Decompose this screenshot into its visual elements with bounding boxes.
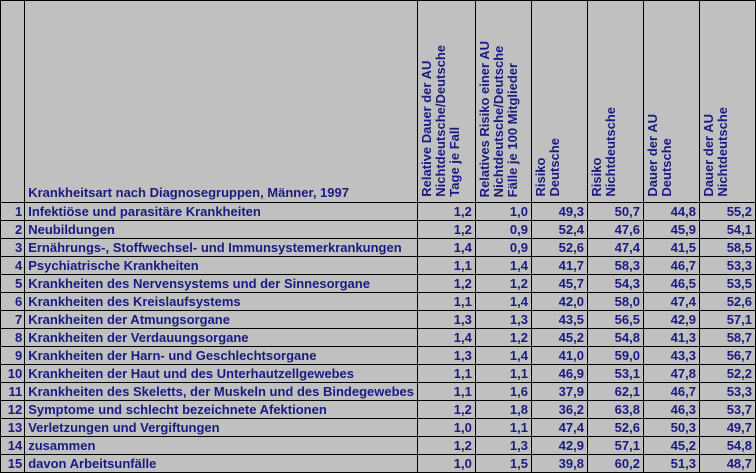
value-cell[interactable]: 56,5 [587,311,643,329]
value-cell[interactable]: 54,1 [699,221,755,239]
value-cell[interactable]: 55,2 [699,203,755,221]
value-cell[interactable]: 1,1 [417,383,475,401]
value-cell[interactable]: 52,4 [531,221,587,239]
row-number[interactable]: 7 [1,311,25,329]
value-cell[interactable]: 58,5 [699,239,755,257]
row-number[interactable]: 6 [1,293,25,311]
header-risiko-nichtdeutsche[interactable] [587,1,643,203]
value-cell[interactable]: 54,3 [587,275,643,293]
header-text: Dauer der AU Deutsche [644,114,674,197]
value-cell[interactable]: 53,1 [587,365,643,383]
value-cell[interactable]: 47,4 [531,419,587,437]
value-cell[interactable]: 54,8 [587,329,643,347]
value-cell[interactable]: 39,8 [531,455,587,473]
value-cell[interactable]: 41,5 [643,239,699,257]
value-cell[interactable]: 45,2 [531,329,587,347]
value-cell[interactable]: 63,8 [587,401,643,419]
value-cell[interactable]: 48,7 [699,455,755,473]
row-number[interactable]: 10 [1,365,25,383]
value-cell[interactable]: 45,9 [643,221,699,239]
value-cell[interactable]: 42,9 [531,437,587,455]
table-title[interactable]: Krankheitsart nach Diagnosegruppen, Männer, 1997 [25,1,418,203]
value-cell[interactable]: 57,1 [587,437,643,455]
value-cell[interactable]: 1,2 [417,203,475,221]
value-cell[interactable]: 1,3 [475,437,531,455]
row-number[interactable]: 1 [1,203,25,221]
value-cell[interactable]: 1,2 [475,275,531,293]
value-cell[interactable]: 46,5 [643,275,699,293]
value-cell[interactable]: 37,9 [531,383,587,401]
header-text: Relative Dauer der AU Nichtdeutsche/Deutsche Tage je Fall [418,45,462,197]
value-cell[interactable]: 1,1 [417,257,475,275]
value-cell[interactable]: 1,1 [417,365,475,383]
header-text: Dauer der AU Nichtdeutsche [700,107,730,197]
value-cell[interactable]: 1,3 [475,311,531,329]
value-cell[interactable]: 53,5 [699,275,755,293]
value-cell[interactable]: 56,7 [699,347,755,365]
value-cell[interactable]: 41,0 [531,347,587,365]
row-number[interactable]: 8 [1,329,25,347]
value-cell[interactable]: 1,1 [475,419,531,437]
table-row [1,437,756,455]
diagnosis-label[interactable]: Krankheiten der Haut und des Unterhautzellgewebes [25,365,418,383]
value-cell[interactable]: 50,3 [643,419,699,437]
value-cell[interactable]: 49,3 [531,203,587,221]
header-text: Relatives Risiko einer AU Nichtdeutsche/Deutsche Fälle je 100 Mitglieder [476,40,520,197]
diagnosis-label[interactable]: Krankheiten der Harn- und Geschlechtsorgane [25,347,418,365]
value-cell[interactable]: 52,2 [699,365,755,383]
value-cell[interactable]: 0,9 [475,239,531,257]
value-cell[interactable]: 46,7 [643,257,699,275]
value-cell[interactable]: 1,4 [475,257,531,275]
table-row [1,203,756,221]
value-cell[interactable]: 46,3 [643,401,699,419]
row-number[interactable]: 9 [1,347,25,365]
value-cell[interactable]: 45,7 [531,275,587,293]
value-cell[interactable]: 1,0 [475,203,531,221]
diagnosis-label[interactable]: Krankheiten des Skeletts, der Muskeln und des Bindegewebes [25,383,418,401]
diagnosis-label[interactable]: Ernährungs-, Stoffwechsel- und Immunsystemerkrankungen [25,239,418,257]
value-cell[interactable]: 42,0 [531,293,587,311]
table-row [1,329,756,347]
value-cell[interactable]: 1,2 [417,275,475,293]
value-cell[interactable]: 36,2 [531,401,587,419]
table-row [1,311,756,329]
row-number[interactable]: 12 [1,401,25,419]
value-cell[interactable]: 44,8 [643,203,699,221]
table-row [1,257,756,275]
table-row [1,221,756,239]
value-cell[interactable]: 1,3 [417,311,475,329]
table-row [1,401,756,419]
value-cell[interactable]: 47,6 [587,221,643,239]
value-cell[interactable]: 0,9 [475,221,531,239]
value-cell[interactable]: 1,4 [417,329,475,347]
table-row [1,419,756,437]
value-cell[interactable]: 53,3 [699,383,755,401]
diagnosis-label[interactable]: Krankheiten der Atmungsorgane [25,311,418,329]
value-cell[interactable]: 41,3 [643,329,699,347]
value-cell[interactable]: 52,6 [531,239,587,257]
value-cell[interactable]: 42,9 [643,311,699,329]
value-cell[interactable]: 47,8 [643,365,699,383]
table-row [1,239,756,257]
diagnosis-label[interactable]: Psychiatrische Krankheiten [25,257,418,275]
value-cell[interactable]: 41,7 [531,257,587,275]
value-cell[interactable]: 1,2 [417,401,475,419]
diagnosis-label[interactable]: Neubildungen [25,221,418,239]
value-cell[interactable]: 1,4 [475,293,531,311]
row-number[interactable]: 11 [1,383,25,401]
table-row [1,455,756,473]
header-dauer-nichtdeutsche[interactable] [699,1,755,203]
value-cell[interactable]: 46,7 [643,383,699,401]
header-dauer-deutsche[interactable] [643,1,699,203]
value-cell[interactable]: 45,2 [643,437,699,455]
table-row [1,347,756,365]
value-cell[interactable]: 1,2 [475,329,531,347]
table-row [1,293,756,311]
value-cell[interactable]: 60,2 [587,455,643,473]
value-cell[interactable]: 1,3 [417,347,475,365]
row-number[interactable]: 15 [1,455,25,473]
value-cell[interactable]: 1,4 [417,239,475,257]
value-cell[interactable]: 1,0 [417,419,475,437]
value-cell[interactable]: 52,6 [587,419,643,437]
diagnosis-label[interactable]: Verletzungen und Vergiftungen [25,419,418,437]
value-cell[interactable]: 1,0 [417,455,475,473]
header-rel-risiko[interactable] [475,1,531,203]
value-cell[interactable]: 1,6 [475,383,531,401]
row-number[interactable]: 3 [1,239,25,257]
value-cell[interactable]: 43,5 [531,311,587,329]
diagnosis-label[interactable]: Krankheiten der Verdauungsorgane [25,329,418,347]
value-cell[interactable]: 57,1 [699,311,755,329]
value-cell[interactable]: 1,4 [475,347,531,365]
row-number[interactable]: 14 [1,437,25,455]
value-cell[interactable]: 52,6 [699,293,755,311]
value-cell[interactable]: 51,3 [643,455,699,473]
table-row [1,365,756,383]
value-cell[interactable]: 58,0 [587,293,643,311]
value-cell[interactable]: 47,4 [643,293,699,311]
row-number[interactable]: 5 [1,275,25,293]
diagnosis-label[interactable]: Symptome und schlecht bezeichnete Afektionen [25,401,418,419]
value-cell[interactable]: 1,5 [475,455,531,473]
diagnosis-label[interactable]: Krankheiten des Nervensystems und der Sinnesorgane [25,275,418,293]
value-cell[interactable]: 1,2 [417,437,475,455]
diagnosis-label[interactable]: davon Arbeitsunfälle [25,455,418,473]
value-cell[interactable]: 43,3 [643,347,699,365]
value-cell[interactable]: 1,1 [417,293,475,311]
value-cell[interactable]: 49,7 [699,419,755,437]
value-cell[interactable]: 47,4 [587,239,643,257]
diagnosis-label[interactable]: zusammen [25,437,418,455]
value-cell[interactable]: 53,3 [699,257,755,275]
value-cell[interactable]: 62,1 [587,383,643,401]
row-number[interactable]: 2 [1,221,25,239]
header-row [1,1,756,203]
table-row [1,275,756,293]
value-cell[interactable]: 1,8 [475,401,531,419]
row-number[interactable]: 13 [1,419,25,437]
table-row [1,383,756,401]
value-cell[interactable]: 1,1 [475,365,531,383]
header-text: Risiko Nichtdeutsche [588,107,618,197]
value-cell[interactable]: 58,7 [699,329,755,347]
value-cell[interactable]: 54,8 [699,437,755,455]
value-cell[interactable]: 50,7 [587,203,643,221]
value-cell[interactable]: 58,3 [587,257,643,275]
corner-cell[interactable] [1,1,25,203]
header-rel-dauer[interactable] [417,1,475,203]
row-number[interactable]: 4 [1,257,25,275]
value-cell[interactable]: 46,9 [531,365,587,383]
header-risiko-deutsche[interactable] [531,1,587,203]
diagnosis-label[interactable]: Infektiöse und parasitäre Krankheiten [25,203,418,221]
value-cell[interactable]: 53,7 [699,401,755,419]
value-cell[interactable]: 59,0 [587,347,643,365]
header-text: Risiko Deutsche [532,138,562,197]
value-cell[interactable]: 1,2 [417,221,475,239]
diagnosis-label[interactable]: Krankheiten des Kreislaufsystems [25,293,418,311]
